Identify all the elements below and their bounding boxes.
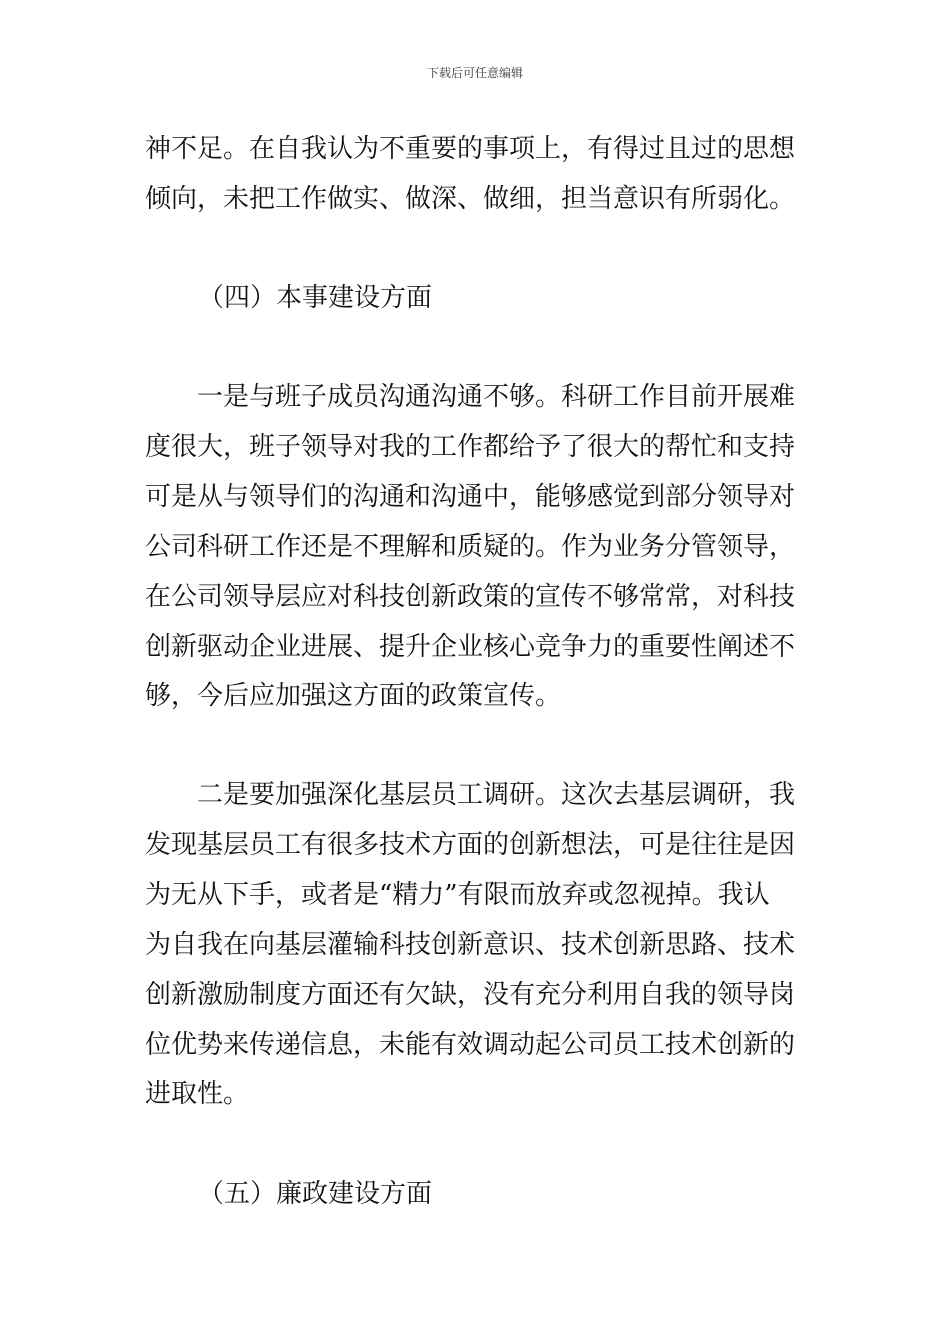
paragraph-line: 在公司领导层应对科技创新政策的宣传不够常常，对科技 [145,582,796,612]
paragraph-line: 倾向，未把工作做实、做深、做细，担当意识有所弱化。 [145,184,796,214]
paragraph-line: 创新驱动企业进展、提升企业核心竞争力的重要性阐述不 [145,632,796,662]
paragraph-line: 可是从与领导们的沟通和沟通中，能够感觉到部分领导对 [145,482,796,512]
paragraph-line: 为无从下手，或者是“精力”有限而放弃或忽视掉。我认 [145,880,770,910]
paragraph-line: 神不足。在自我认为不重要的事项上，有得过且过的思想 [145,134,796,164]
paragraph-line: 发现基层员工有很多技术方面的创新想法，可是往往是因 [145,830,796,860]
paragraph-line: 公司科研工作还是不理解和质疑的。作为业务分管领导， [145,532,796,562]
paragraph-line: 二是要加强深化基层员工调研。这次去基层调研，我 [145,780,796,810]
paragraph-line: 为自我在向基层灌输科技创新意识、技术创新思路、技术 [145,930,796,960]
paragraph-line: 进取性。 [145,1079,250,1109]
paragraph-line: 创新激励制度方面还有欠缺，没有充分利用自我的领导岗 [145,980,796,1010]
paragraph-line: 位优势来传递信息，未能有效调动起公司员工技术创新的 [145,1030,796,1060]
page-header-note: 下载后可任意编辑 [426,66,523,80]
paragraph-line: 一是与班子成员沟通沟通不够。科研工作目前开展难 [145,382,796,412]
paragraph-line: 度很大，班子领导对我的工作都给予了很大的帮忙和支持 [145,432,796,462]
section-heading-5: （五）廉政建设方面 [198,1179,433,1209]
paragraph-line: 够，今后应加强这方面的政策宣传。 [145,681,562,711]
section-heading-4: （四）本事建设方面 [198,283,433,313]
